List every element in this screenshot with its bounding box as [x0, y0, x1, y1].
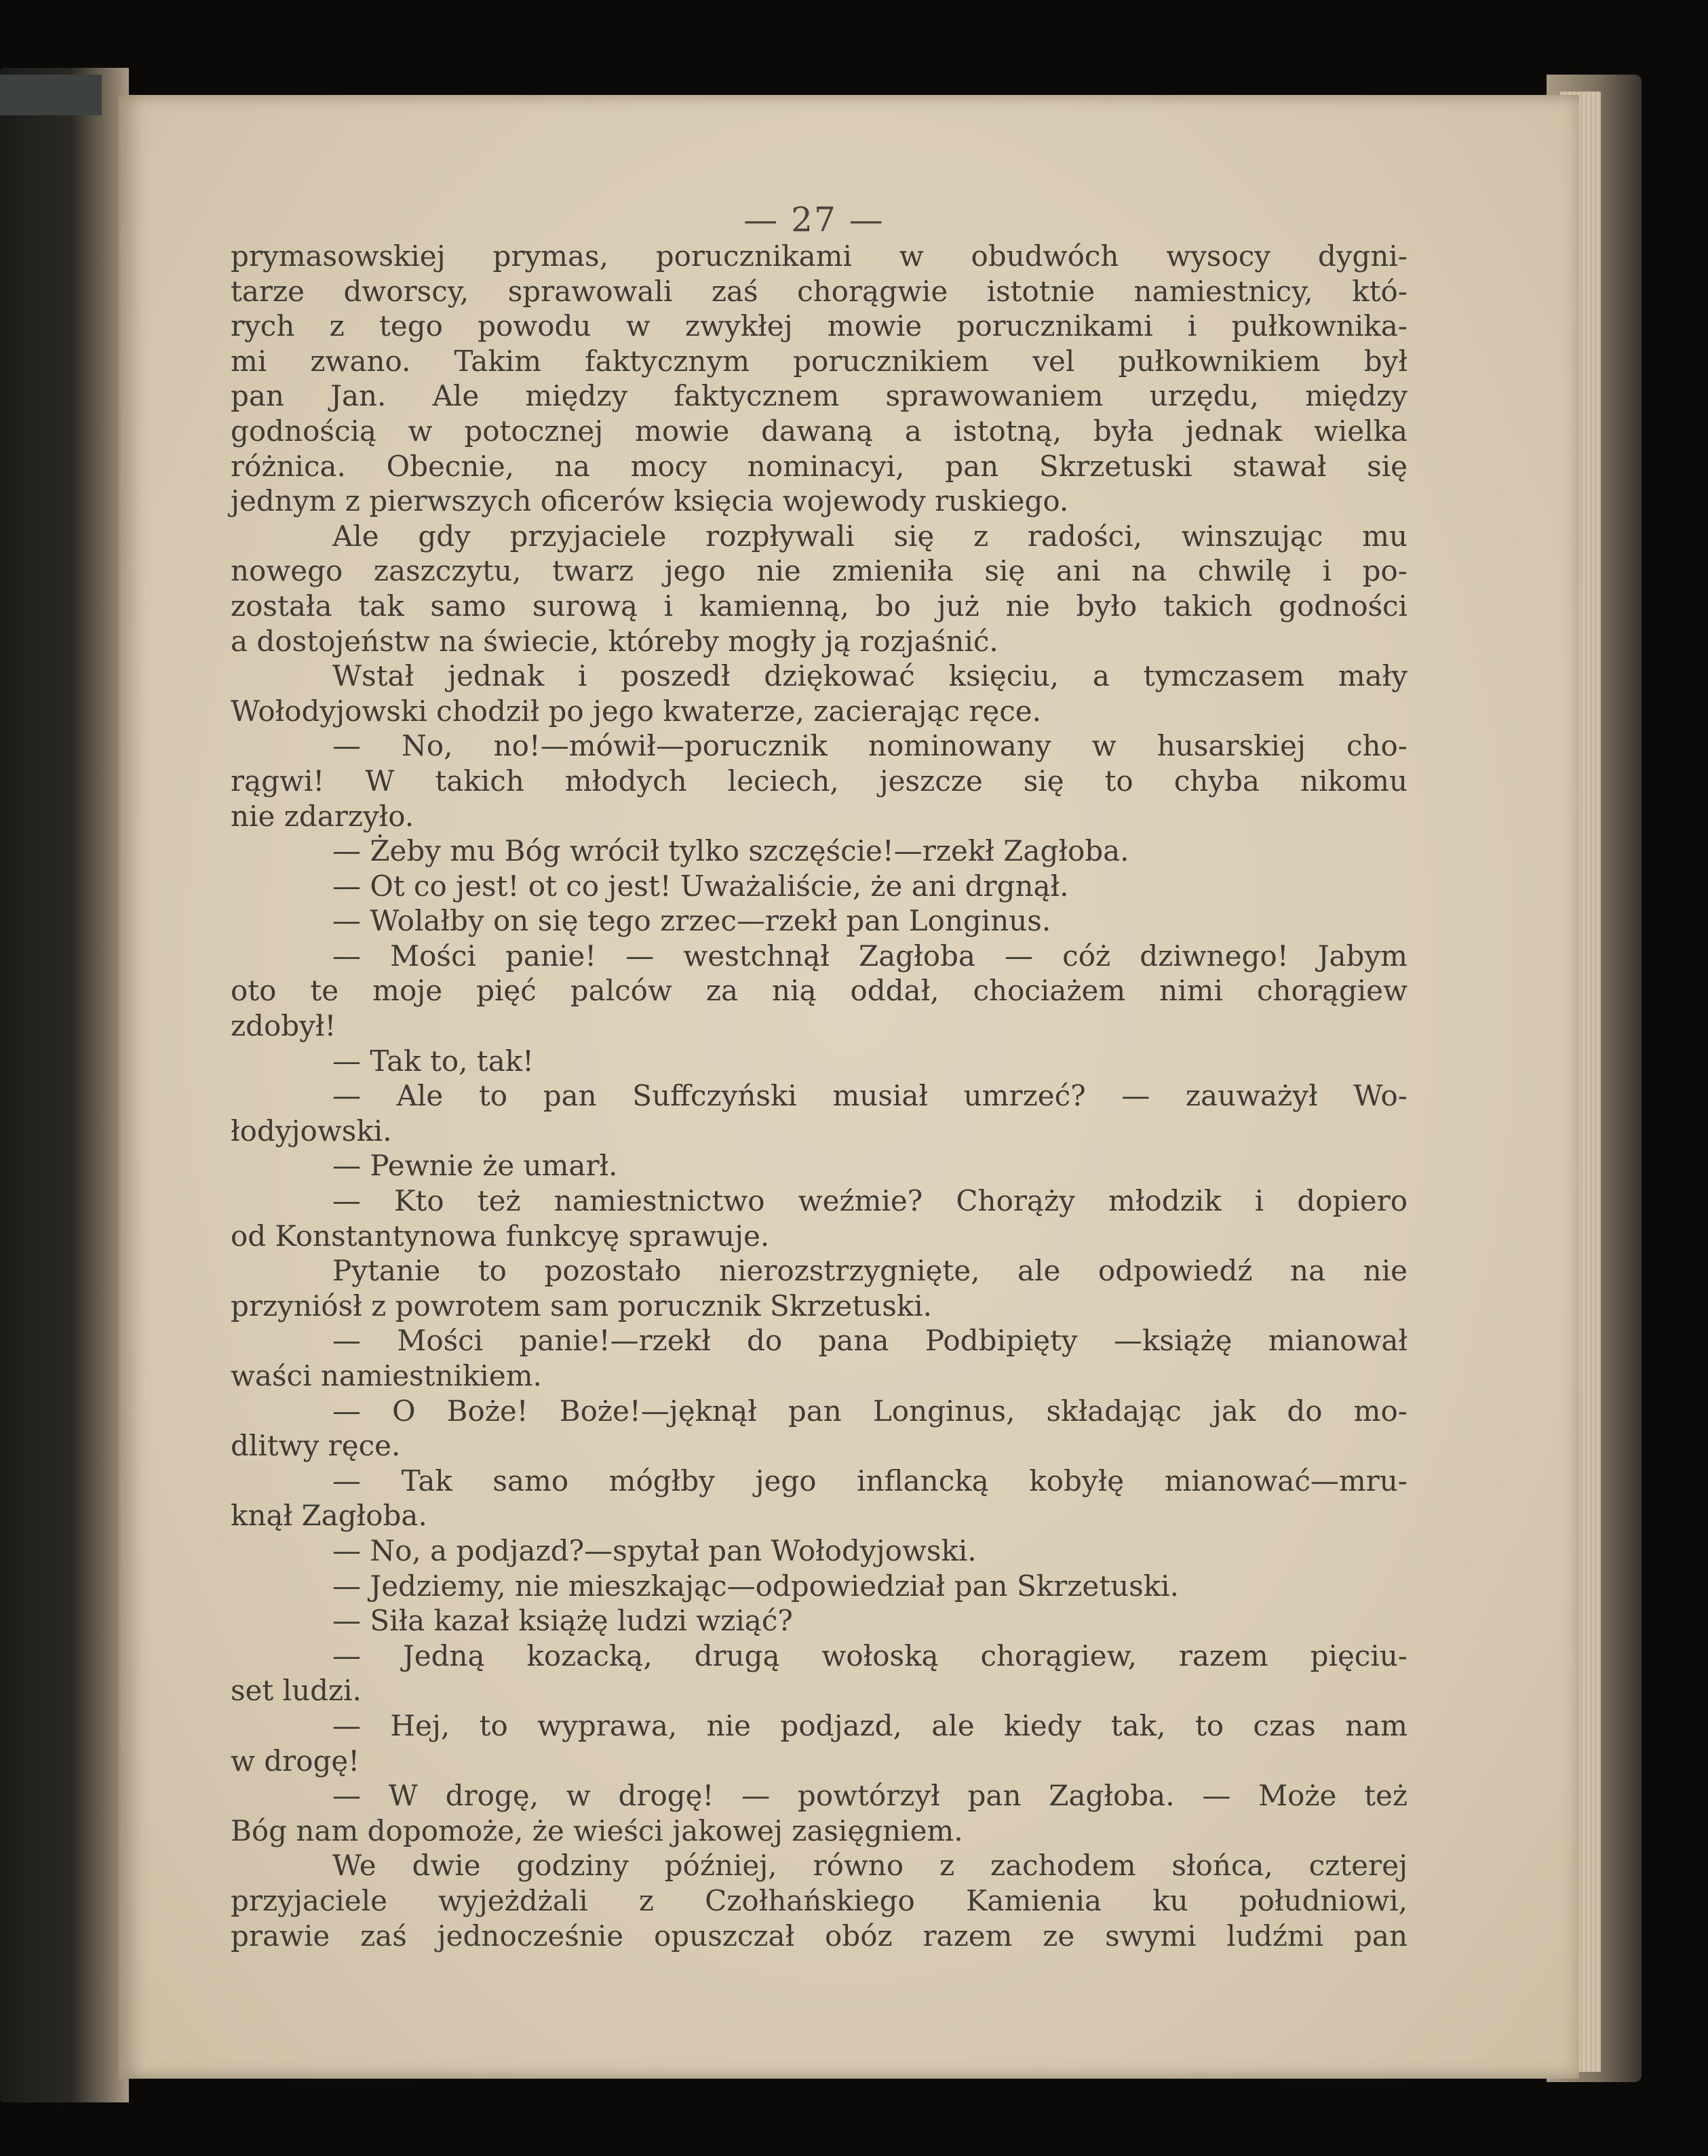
text-line: pan Jan. Ale między faktycznem sprawowaniem urzędu, między [231, 379, 1408, 413]
text-line: — Tak samo mógłby jego inflancką kobyłę mianować—mru- [332, 1464, 1408, 1497]
text-line: przyjaciele wyjeżdżali z Czołhańskiego Kamienia ku południowi, [231, 1883, 1408, 1917]
text-line: Wołodyjowski chodził po jego kwaterze, zacierając ręce. [231, 694, 1041, 728]
text-line: — No, no!—mówił—porucznik nominowany w husarskiej cho- [332, 729, 1408, 763]
text-line: jednym z pierwszych oficerów księcia wojewody ruskiego. [231, 484, 1069, 518]
spine-band [0, 75, 102, 115]
text-line: nie zdarzyło. [231, 799, 414, 833]
text-line: oto te moje pięć palców za nią oddał, chociażem nimi chorągiew [231, 974, 1408, 1008]
text-line: godnością w potocznej mowie dawaną a istotną, była jednak wielka [231, 414, 1408, 448]
text-line: knął Zagłoba. [231, 1499, 427, 1533]
page-number: — 27 — [743, 200, 885, 239]
text-line: nowego zaszczytu, twarz jego nie zmieniła się ani na chwilę i po- [231, 554, 1408, 588]
text-line: w drogę! [231, 1744, 360, 1778]
text-line: — Mości panie!—rzekł do pana Podbipięty —książę mianował [332, 1324, 1408, 1358]
text-line: — No, a podjazd?—spytał pan Wołodyjowski. [332, 1533, 977, 1567]
text-line: Ale gdy przyjaciele rozpływali się z radości, winszując mu [332, 519, 1408, 553]
text-line: — Jedziemy, nie mieszkając—odpowiedział pan Skrzetuski. [332, 1569, 1179, 1603]
text-line: set ludzi. [231, 1674, 362, 1708]
text-line: — Żeby mu Bóg wrócił tylko szczęście!—rzekł Zagłoba. [332, 834, 1129, 868]
text-line: — Siła kazał książę ludzi wziąć? [332, 1604, 793, 1638]
text-line: została tak samo surową i kamienną, bo już nie było takich godności [231, 589, 1408, 623]
text-line: — Tak to, tak! [332, 1044, 535, 1078]
text-line: rągwi! W takich młodych leciech, jeszcze się to chyba nikomu [231, 764, 1408, 798]
text-line: — Pewnie że umarł. [332, 1149, 618, 1183]
text-line: — Jedną kozacką, drugą wołoską chorągiew, razem pięciu- [332, 1639, 1408, 1672]
text-line: — Hej, to wyprawa, nie podjazd, ale kiedy tak, to czas nam [332, 1708, 1408, 1742]
text-line: zdobył! [231, 1009, 336, 1043]
text-line: Bóg nam dopomoże, że wieści jakowej zasięgniem. [231, 1814, 963, 1847]
text-line: prawie zaś jednocześnie opuszczał obóz razem ze swymi ludźmi pan [231, 1919, 1408, 1953]
text-line: a dostojeństw na świecie, któreby mogły ją rozjaśnić. [231, 624, 998, 658]
text-line: Wstał jednak i poszedł dziękować księciu, a tymczasem mały [332, 659, 1408, 693]
text-line: — Mości panie! — westchnął Zagłoba — cóż dziwnego! Jabym [332, 939, 1408, 973]
text-line: Pytanie to pozostało nierozstrzygnięte, ale odpowiedź na nie [332, 1254, 1408, 1288]
text-line: przyniósł z powrotem sam porucznik Skrzetuski. [231, 1289, 932, 1322]
text-line: waści namiestnikiem. [231, 1359, 542, 1392]
text-line: tarze dworscy, sprawowali zaś chorągwie istotnie namiestnicy, któ- [231, 274, 1408, 308]
text-line: rych z tego powodu w zwykłej mowie porucznikami i pułkownika- [231, 309, 1408, 343]
text-line: dlitwy ręce. [231, 1429, 401, 1463]
text-line: — Ot co jest! ot co jest! Uważaliście, że ani drgnął. [332, 869, 1069, 903]
page-text [231, 239, 1408, 1953]
text-line: — W drogę, w drogę! — powtórzył pan Zagłoba. — Może też [332, 1779, 1408, 1813]
text-line: różnica. Obecnie, na mocy nominacyi, pan Skrzetuski stawał się [231, 449, 1408, 483]
text-line: mi zwano. Takim faktycznym porucznikiem vel pułkownikiem był [231, 344, 1408, 378]
text-line: We dwie godziny później, równo z zachodem słońca, czterej [332, 1849, 1408, 1883]
text-line: — O Boże! Boże!—jęknął pan Longinus, składając jak do mo- [332, 1394, 1408, 1428]
book-spine [0, 68, 129, 2102]
text-line: prymasowskiej prymas, porucznikami w obudwóch wysocy dygni- [231, 239, 1408, 273]
text-line: od Konstantynowa funkcyę sprawuje. [231, 1219, 770, 1253]
text-line: — Kto też namiestnictwo weźmie? Chorąży młodzik i dopiero [332, 1184, 1408, 1218]
text-line: łodyjowski. [231, 1114, 392, 1148]
text-line: — Ale to pan Suffczyński musiał umrzeć? — zauważył Wo- [332, 1079, 1408, 1113]
text-line: — Wolałby on się tego zrzec—rzekł pan Longinus. [332, 904, 1051, 938]
